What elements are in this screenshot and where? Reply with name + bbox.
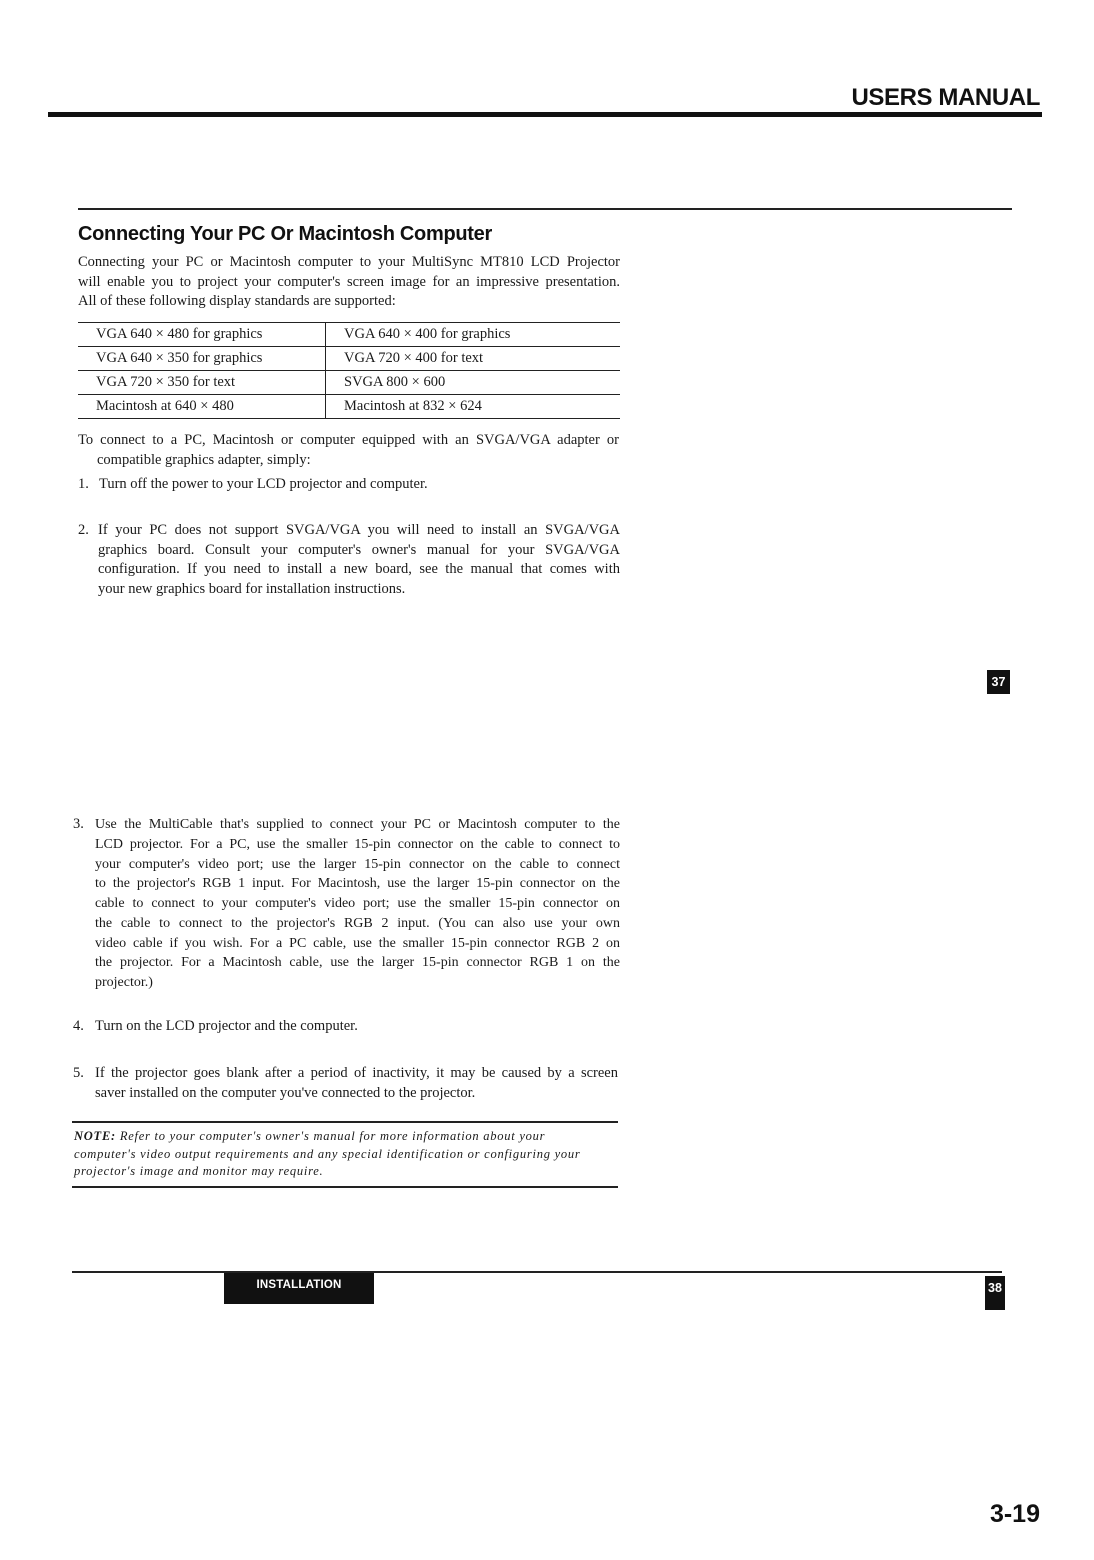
step-line: configuration. If you need to install a new board, see the manual that comes with xyxy=(98,561,620,577)
intro-line: will enable you to project your computer's screen image for an impressive presentation. xyxy=(78,273,620,290)
section-heading: Connecting Your PC Or Macintosh Computer xyxy=(78,223,492,245)
step-line: LCD projector. For a PC, use the smaller 15-pin connector on the cable to connect to xyxy=(95,836,620,852)
step-5-text xyxy=(95,1064,618,1103)
step-line: Turn off the power to your LCD projector and computer. xyxy=(99,476,428,492)
table-cell: VGA 640 × 400 for graphics xyxy=(326,323,621,347)
step-number: 4. xyxy=(73,1018,84,1034)
table-cell: SVGA 800 × 600 xyxy=(326,371,621,395)
step-4-text xyxy=(95,1017,618,1037)
intro-line: All of these following display standards are supported: xyxy=(78,293,396,309)
step-line: projector.) xyxy=(95,975,153,990)
table-cell: Macintosh at 832 × 624 xyxy=(326,395,621,419)
step-number: 1. xyxy=(78,476,89,492)
step-line: saver installed on the computer you've connected to the projector. xyxy=(95,1084,476,1101)
step-line: to the projector's RGB 1 input. For Macintosh, use the larger 15-pin connector on the xyxy=(95,876,620,892)
note-box xyxy=(74,1128,581,1181)
note-label: NOTE: xyxy=(74,1129,116,1143)
step-line: Use the MultiCable that's supplied to connect your PC or Macintosh computer to the xyxy=(95,817,620,832)
page-badge-38: 38 xyxy=(985,1276,1005,1310)
connect-intro-line: compatible graphics adapter, simply: xyxy=(97,451,311,468)
header-rule xyxy=(48,112,1042,117)
note-line xyxy=(74,1128,581,1146)
note-line: projector's image and monitor may require. xyxy=(74,1164,324,1178)
section-rule xyxy=(78,208,1012,210)
step-line: video cable if you wish. For a PC cable, use the smaller 15-pin connector RGB 2 on xyxy=(95,935,620,951)
table-cell: VGA 720 × 350 for text xyxy=(78,371,326,395)
step-line: graphics board. Consult your computer's owner's manual for your SVGA/VGA xyxy=(98,541,620,558)
table-cell: VGA 640 × 480 for graphics xyxy=(78,323,326,347)
step-1-text xyxy=(99,475,620,495)
step-line: If your PC does not support SVGA/VGA you will need to install an SVGA/VGA xyxy=(98,522,620,538)
note-bottom-rule xyxy=(72,1186,618,1188)
connect-intro-paragraph xyxy=(78,431,619,470)
note-line: computer's video output requirements and any special identification or configuring your xyxy=(74,1146,581,1161)
step-3-text xyxy=(95,815,620,993)
table-row xyxy=(78,395,620,419)
connect-intro-line: To connect to a PC, Macintosh or computer equipped with an SVGA/VGA adapter or xyxy=(78,432,619,448)
display-standards-table xyxy=(78,322,620,419)
step-line: your new graphics board for installation instructions. xyxy=(98,580,406,597)
note-top-rule xyxy=(72,1121,618,1123)
step-number: 5. xyxy=(73,1065,84,1081)
intro-paragraph xyxy=(78,253,620,312)
table-row xyxy=(78,347,620,371)
step-line: If the projector goes blank after a period of inactivity, it may be caused by a screen xyxy=(95,1065,618,1081)
section-tab-installation: INSTALLATION xyxy=(224,1273,374,1304)
step-line: the projector. For a Macintosh cable, use the larger 15-pin connector RGB 1 on the xyxy=(95,955,620,971)
note-text: Refer to your computer's owner's manual for more information about your xyxy=(119,1129,546,1143)
intro-line: Connecting your PC or Macintosh computer to your MultiSync MT810 LCD Projector xyxy=(78,254,620,270)
table-row xyxy=(78,371,620,395)
table-cell: Macintosh at 640 × 480 xyxy=(78,395,326,419)
step-2-text xyxy=(98,521,620,599)
step-line: the cable to connect to the projector's RGB 2 input. (You can also use your own xyxy=(95,915,620,931)
table-row xyxy=(78,323,620,347)
manual-title: USERS MANUAL xyxy=(851,84,1040,111)
step-line: cable to connect to your computer's video port; use the smaller 15-pin connector on xyxy=(95,896,620,911)
step-line: Turn on the LCD projector and the computer. xyxy=(95,1018,358,1034)
step-number: 2. xyxy=(78,522,89,538)
step-number: 3. xyxy=(73,816,84,832)
footer-rule xyxy=(72,1271,1002,1273)
page-number: 3-19 xyxy=(989,1500,1040,1528)
table-cell: VGA 640 × 350 for graphics xyxy=(78,347,326,371)
step-line: your computer's video port; use the larger 15-pin connector on the cable to connect xyxy=(95,856,620,872)
page-badge-37: 37 xyxy=(987,670,1010,694)
table-cell: VGA 720 × 400 for text xyxy=(326,347,621,371)
